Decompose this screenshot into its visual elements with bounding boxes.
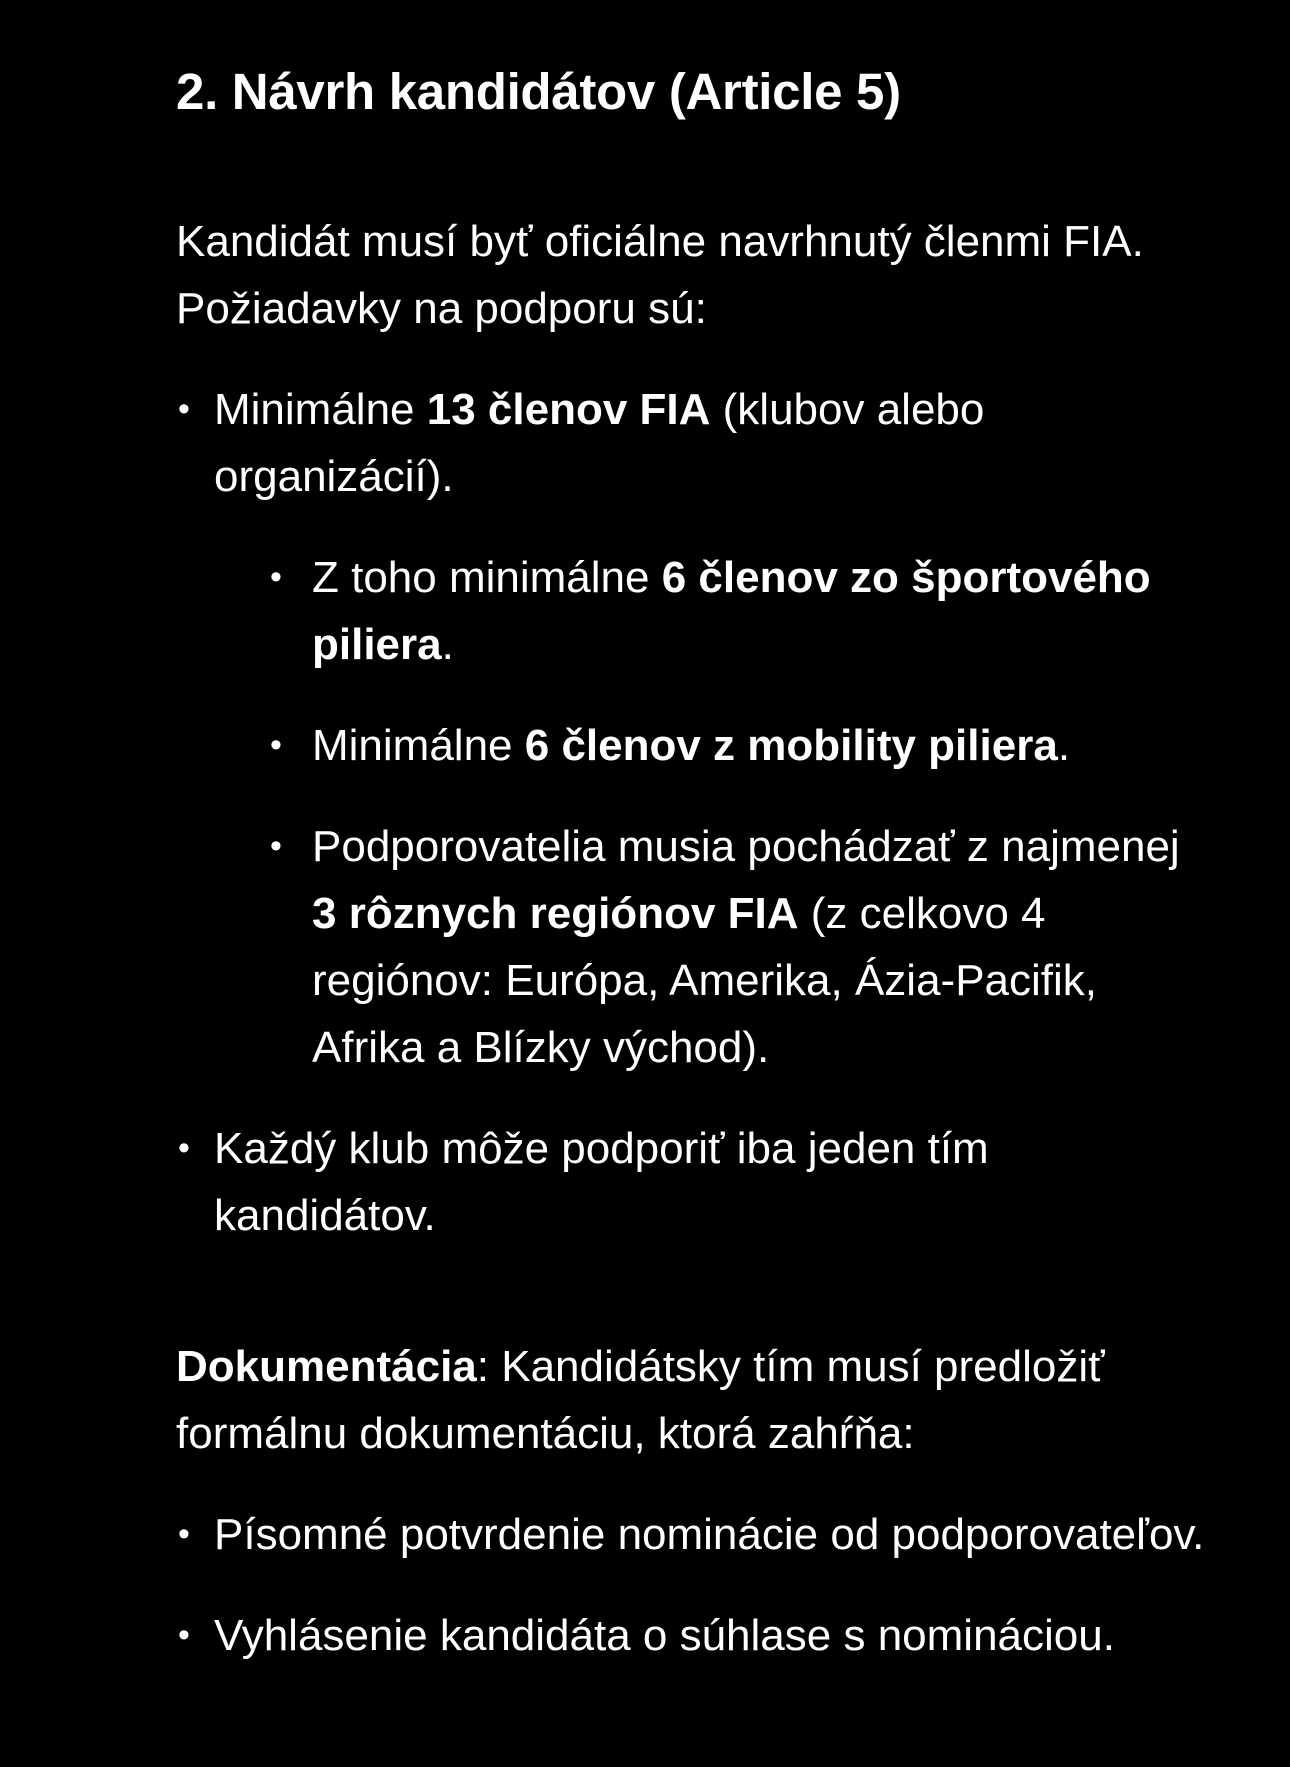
document-body [176, 56, 1216, 1669]
item-text: Vyhlásenie kandidáta o súhlase s nomináciou. [214, 1611, 1115, 1660]
item-text-post: . [441, 620, 454, 669]
bullet-icon: • [270, 726, 282, 764]
item-text-pre: Minimálne [214, 385, 427, 434]
intro-paragraph: Kandidát musí byť oficiálne navrhnutý členmi FIA. Požiadavky na podporu sú: [176, 217, 1144, 333]
requirements-list [176, 376, 1216, 1249]
list-item-min-members [176, 376, 1216, 1081]
item-text: Písomné potvrdenie nominácie od podporovateľov. [214, 1510, 1205, 1559]
item-text-post: (z celkovo 4 regiónov: Európa, Amerika, Ázia-Pacifik, Afrika a Blízky východ). [312, 889, 1098, 1072]
documentation-paragraph [176, 1333, 1216, 1467]
bullet-icon: • [178, 390, 190, 428]
sub-requirements-list [214, 544, 1216, 1081]
item-text-pre: Minimálne [312, 721, 525, 770]
item-text-bold: 3 rôznych regiónov FIA [312, 889, 799, 938]
documentation-label: Dokumentácia [176, 1342, 477, 1391]
item-text-pre: Z toho minimálne [312, 553, 662, 602]
bullet-icon: • [178, 1616, 190, 1654]
documentation-list [176, 1501, 1216, 1669]
item-text-bold: 6 členov zo športového piliera [312, 553, 1151, 669]
bullet-icon: • [270, 558, 282, 596]
section-heading: 2. Návrh kandidátov (Article 5) [176, 63, 901, 120]
item-text-bold: 6 členov z mobility piliera [524, 721, 1058, 770]
documentation-text: : Kandidátsky tím musí predložiť formálnu dokumentáciu, ktorá zahŕňa: [176, 1342, 1105, 1458]
item-text: Každý klub môže podporiť iba jeden tím kandidátov. [214, 1124, 989, 1240]
bullet-icon: • [270, 827, 282, 865]
bullet-icon: • [178, 1129, 190, 1167]
list-item-mobility-pillar [214, 712, 1216, 779]
item-text-bold: 13 členov FIA [426, 385, 711, 434]
bullet-icon: • [178, 1515, 190, 1553]
list-item-regions [214, 813, 1216, 1081]
item-text-pre: Podporovatelia musia pochádzať z najmenej [312, 822, 1180, 871]
list-item-written-confirmation [176, 1501, 1216, 1568]
list-item-sport-pillar [214, 544, 1216, 678]
list-item-candidate-declaration [176, 1602, 1216, 1669]
list-item-one-team-per-club [176, 1115, 1216, 1249]
item-text-post: . [1057, 721, 1071, 770]
item-text-post: (klubov alebo organizácií). [214, 385, 985, 501]
